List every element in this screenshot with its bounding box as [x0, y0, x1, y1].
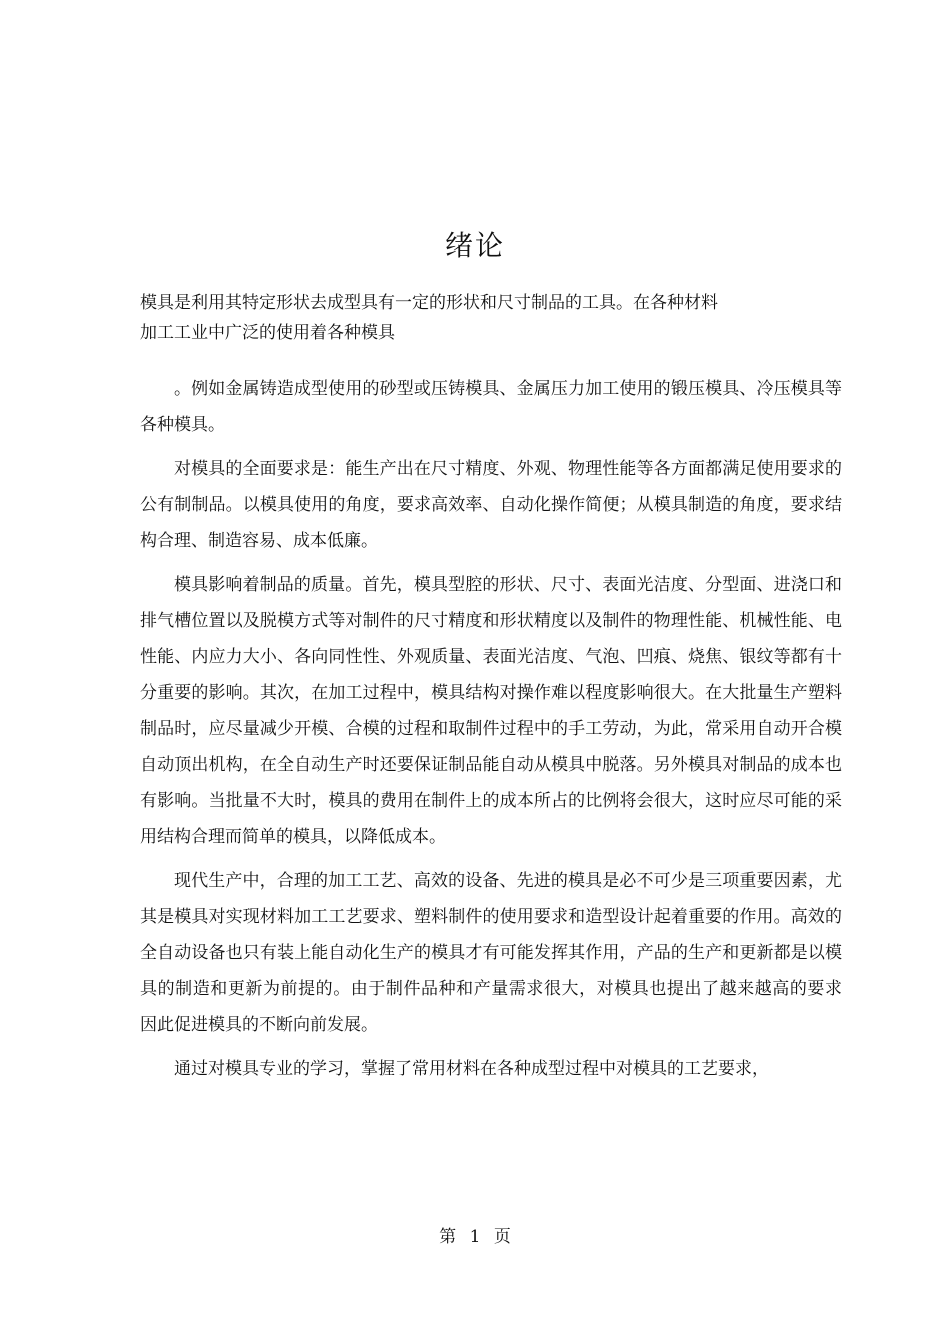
paragraph: 。例如金属铸造成型使用的砂型或压铸模具、金属压力加工使用的锻压模具、冷压模具等各种模具。 [140, 379, 842, 435]
paragraph: 模具影响着制品的质量。首先，模具型腔的形状、尺寸、表面光洁度、分型面、进浇口和排气槽位置以及脱模方式等对制件的尺寸精度和形状精度以及制件的物理性能、机械性能、电性能、内应力大小、各向同性性、外观质量、表面光洁度、气泡、凹痕、烧焦、银纹等都有十分重要的影响。其次，在加工过程中，模具结构对操作难以程度影响很大。在大批量生产塑料制品时，应尽量减少开模、合模的过程和取制件过程中的手工劳动，为此，常采用自动开合模自动顶出机构，在全自动生产时还要保证制品能自动从模具中脱落。另外模具对制品的成本也有影响。当批量不大时，模具的费用在制件上的成本所占的比例将会很大，这时应尽可能的采用结构合理而简单的模具，以降低成本。 [140, 575, 842, 847]
paragraph: 通过对模具专业的学习，掌握了常用材料在各种成型过程中对模具的工艺要求， [174, 1059, 769, 1079]
body-text [140, 371, 842, 1095]
page-footer [0, 1224, 950, 1250]
page-title: 绪论 [444, 229, 505, 262]
intro-line: 加工工业中广泛的使用着各种模具 [140, 323, 395, 343]
paragraph: 对模具的全面要求是：能生产出在尺寸精度、外观、物理性能等各方面都满足使用要求的公有制制品。以模具使用的角度，要求高效率、自动化操作简便；从模具制造的角度，要求结构合理、制造容易、成本低廉。 [140, 459, 842, 551]
footer-prefix: 第 [439, 1227, 457, 1247]
intro-block [140, 288, 840, 348]
footer-suffix: 页 [493, 1227, 511, 1247]
page-number: 1 [469, 1227, 481, 1247]
intro-line: 模具是利用其特定形状去成型具有一定的形状和尺寸制品的工具。在各种材料 [140, 293, 718, 313]
paragraph: 现代生产中，合理的加工工艺、高效的设备、先进的模具是必不可少是三项重要因素，尤其是模具对实现材料加工工艺要求、塑料制件的使用要求和造型设计起着重要的作用。高效的全自动设备也只有装上能自动化生产的模具才有可能发挥其作用，产品的生产和更新都是以模具的制造和更新为前提的。由于制件品种和产量需求很大，对模具也提出了越来越高的要求 因此促进模具的不断向前发展。 [140, 871, 842, 1035]
